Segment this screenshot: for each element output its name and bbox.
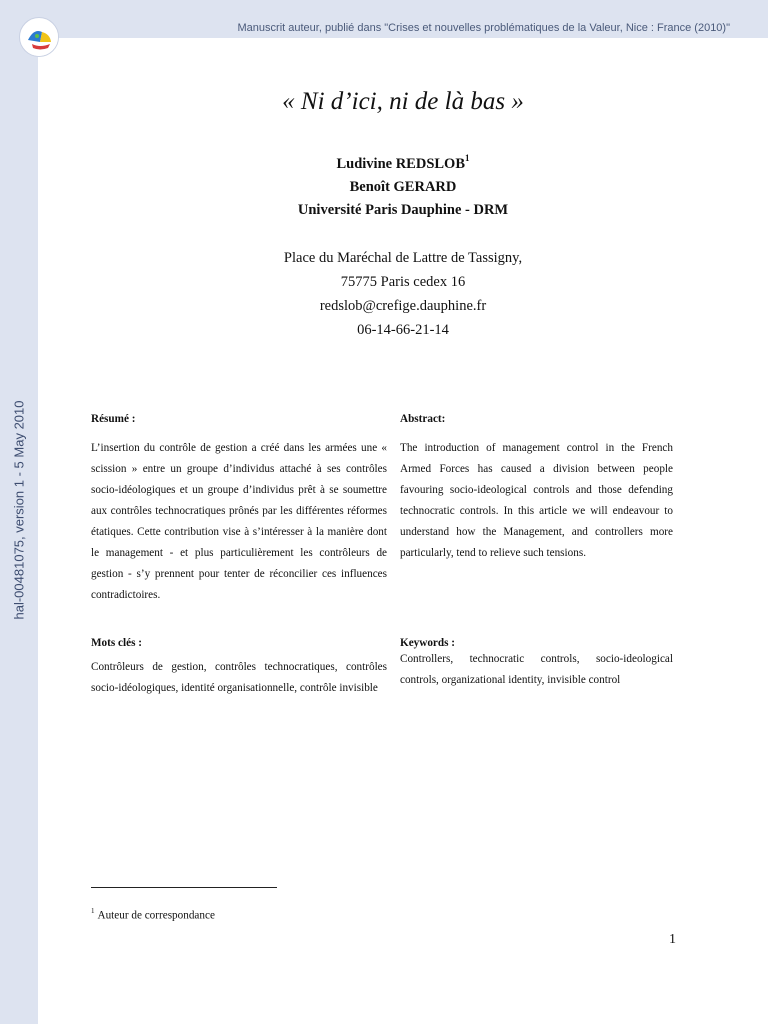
abstract-text: The introduction of management control in the French Armed Forces has caused a division between people favouring socio-ideological controls and those defending technocratic controls. In this article we will endeavour to understand how the Management, and controllers more particularly, tend to relieve such tensions. [400,442,673,559]
keywords-text: Controllers, technocratic controls, socio-ideological controls, organizational identity, invisible control [400,653,673,686]
footnote-text: Auteur de correspondance [97,909,215,922]
author-1-name: Ludivine REDSLOB [336,155,466,172]
abstract-section [400,413,673,564]
resume-text: L’insertion du contrôle de gestion a créé dans les armées une « scission » entre un groupe d’individus attaché à ses contrôles socio-idéologiques et un groupe d’individus prêt à se soumettre aux contrôles technocratiques prônés par les différentes réformes étatiques. Cette contribution vise à s’intéresser à la manière dont le management - et plus particulièrement les contrôleurs de gestion - s’y prennent pour tenter de réconcilier ces influences contradictoires. [91,442,387,601]
contact-phone: 06-14-66-21-14 [357,322,449,338]
footnote-divider [91,887,277,888]
affiliation: Université Paris Dauphine - DRM [297,201,509,218]
address-block [38,246,768,342]
mots-cles-text: Contrôleurs de gestion, contrôles technocratiques, contrôles socio-idéologiques, identité organisationnelle, contrôle invisible [91,661,387,694]
keywords-section [400,637,673,691]
conference-logo-icon [19,17,59,57]
paper-title: « Ni d’ici, ni de là bas » [282,88,524,115]
contact-email: redslob@crefige.dauphine.fr [319,298,487,314]
author-1-footnote-mark: 1 [465,153,470,163]
mots-cles-section [91,637,387,699]
footnote-mark: 1 [91,907,95,915]
resume-heading: Résumé : [91,413,136,425]
authors-block [38,148,768,222]
abstract-heading: Abstract: [400,413,446,425]
address-line-1: Place du Maréchal de Lattre de Tassigny, [283,250,523,266]
mots-cles-heading: Mots clés : [91,637,142,649]
resume-section [91,413,387,606]
author-2: Benoît GERARD [349,178,457,195]
header-note: Manuscrit auteur, publié dans "Crises et nouvelles problématiques de la Valeur, Nice : France (2010)" [237,22,730,34]
footnote [91,908,215,922]
address-line-2: 75775 Paris cedex 16 [340,274,466,290]
page-number: 1 [669,932,676,947]
side-identifier-text: hal-00481075, version 1 - 5 May 2010 [11,400,27,620]
author-1 [38,148,768,176]
keywords-heading: Keywords : [400,637,455,649]
